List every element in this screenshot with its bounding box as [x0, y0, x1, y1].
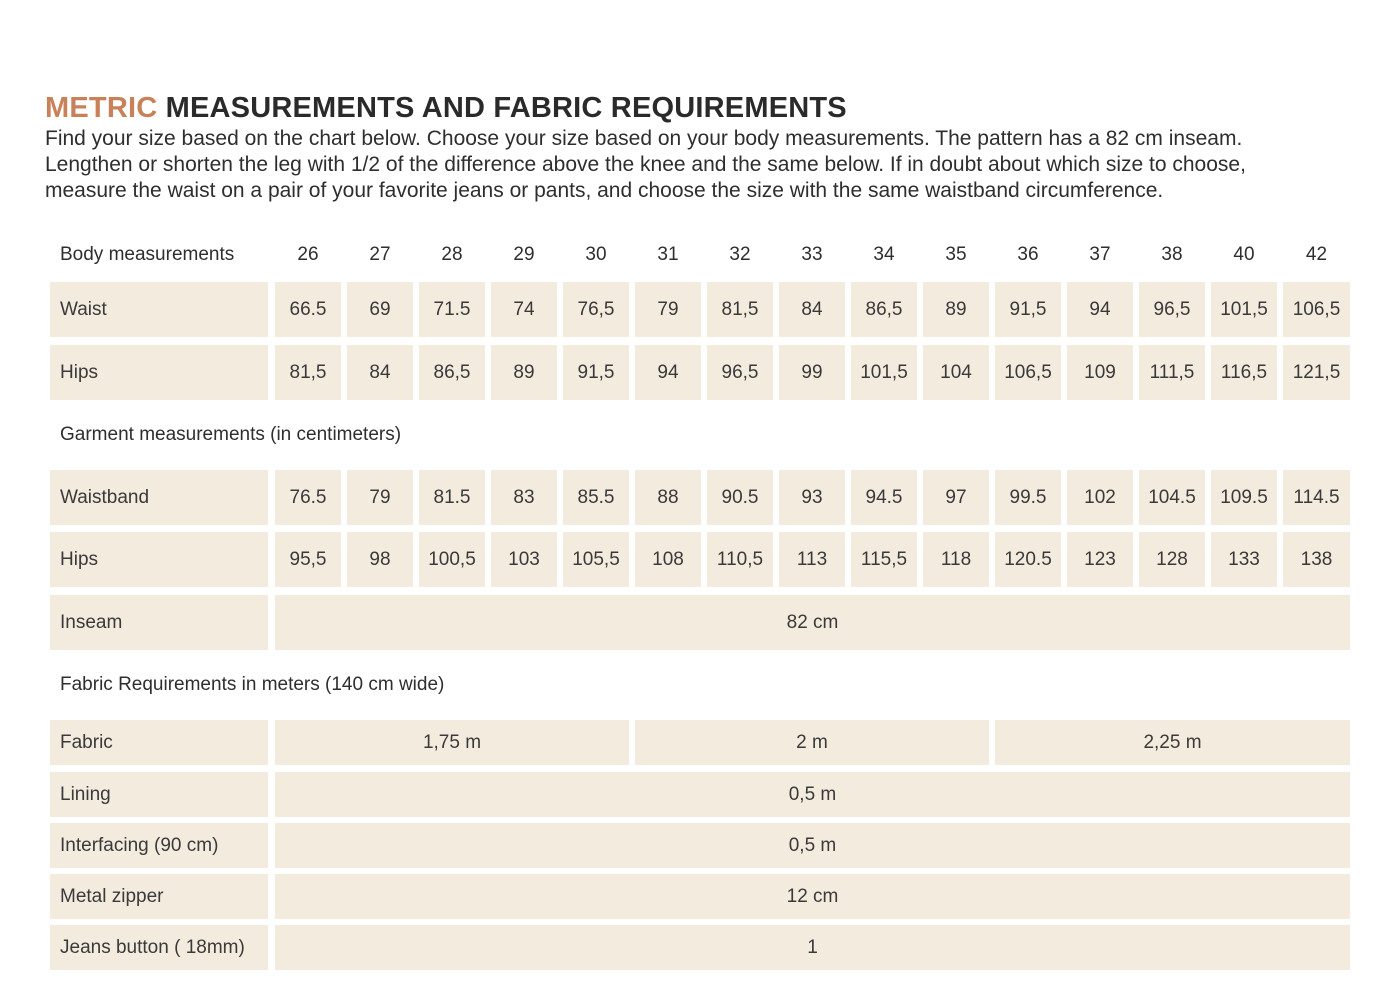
table-row [50, 282, 1350, 337]
value-cell: 102 [1067, 470, 1133, 525]
row-label: Hips [50, 345, 268, 400]
size-header: 42 [1305, 244, 1328, 265]
value-cell: 69 [347, 282, 413, 337]
table-row [50, 720, 1350, 765]
size-header: 28 [441, 244, 463, 265]
size-header: 40 [1233, 244, 1255, 265]
value-cell: 105,5 [563, 532, 629, 587]
notion-value: 0,5 m [275, 823, 1350, 868]
value-cell: 120.5 [995, 532, 1061, 587]
value-cell: 85.5 [563, 470, 629, 525]
table-row [50, 823, 1350, 868]
value-cell: 104 [923, 345, 989, 400]
fabric-section-label: Fabric Requirements in meters (140 cm wide) [60, 674, 445, 695]
notion-value: 0,5 m [275, 772, 1350, 817]
size-header: 36 [1017, 244, 1039, 265]
title-rest: MEASUREMENTS AND FABRIC REQUIREMENTS [165, 92, 847, 124]
value-cell: 99.5 [995, 470, 1061, 525]
page-title [45, 92, 847, 125]
size-header: 34 [873, 244, 895, 265]
value-cell: 103 [491, 532, 557, 587]
value-cell: 66.5 [275, 282, 341, 337]
fabric-value: 2 m [635, 720, 989, 765]
value-cell: 101,5 [851, 345, 917, 400]
value-cell: 90.5 [707, 470, 773, 525]
size-header: 26 [297, 244, 319, 265]
value-cell: 115,5 [851, 532, 917, 587]
body-measurements-header: Body measurements [60, 244, 235, 265]
size-header: 31 [657, 244, 679, 265]
value-cell: 84 [347, 345, 413, 400]
value-cell: 74 [491, 282, 557, 337]
size-header: 32 [729, 244, 751, 265]
intro-text [45, 126, 1365, 204]
value-cell: 106,5 [995, 345, 1061, 400]
value-cell: 91,5 [995, 282, 1061, 337]
value-cell: 109.5 [1211, 470, 1277, 525]
value-cell: 89 [923, 282, 989, 337]
value-cell: 110,5 [707, 532, 773, 587]
row-label: Waist [50, 282, 268, 337]
value-cell: 94 [635, 345, 701, 400]
value-cell: 94 [1067, 282, 1133, 337]
inseam-value: 82 cm [275, 595, 1350, 650]
row-label: Lining [50, 772, 268, 817]
value-cell: 114.5 [1283, 470, 1350, 525]
value-cell: 86,5 [851, 282, 917, 337]
size-header: 30 [585, 244, 607, 265]
value-cell: 106,5 [1283, 282, 1350, 337]
value-cell: 94.5 [851, 470, 917, 525]
value-cell: 79 [347, 470, 413, 525]
value-cell: 71.5 [419, 282, 485, 337]
value-cell: 89 [491, 345, 557, 400]
row-label: Hips [50, 532, 268, 587]
row-label: Fabric [50, 720, 268, 765]
size-header: 37 [1089, 244, 1111, 265]
table-row [50, 470, 1350, 525]
value-cell: 86,5 [419, 345, 485, 400]
value-cell: 79 [635, 282, 701, 337]
intro-line: Find your size based on the chart below. Choose your size based on your body measurements. The pattern has a 82 cm inseam. [45, 127, 1243, 150]
value-cell: 116,5 [1211, 345, 1277, 400]
size-header: 29 [513, 244, 535, 265]
size-header: 38 [1161, 244, 1183, 265]
fabric-value: 1,75 m [275, 720, 629, 765]
value-cell: 95,5 [275, 532, 341, 587]
value-cell: 88 [635, 470, 701, 525]
value-cell: 104.5 [1139, 470, 1205, 525]
size-header: 35 [945, 244, 967, 265]
value-cell: 91,5 [563, 345, 629, 400]
value-cell: 101,5 [1211, 282, 1277, 337]
value-cell: 98 [347, 532, 413, 587]
value-cell: 81,5 [707, 282, 773, 337]
value-cell: 138 [1283, 532, 1350, 587]
size-header: 27 [369, 244, 391, 265]
value-cell: 83 [491, 470, 557, 525]
table-row [50, 345, 1350, 400]
value-cell: 118 [923, 532, 989, 587]
row-label: Jeans button ( 18mm) [50, 925, 268, 970]
size-header: 33 [801, 244, 823, 265]
table-row [50, 874, 1350, 919]
value-cell: 121,5 [1283, 345, 1350, 400]
intro-line: Lengthen or shorten the leg with 1/2 of the difference above the knee and the same below. If in doubt about which size to choose, [45, 153, 1246, 176]
row-label: Interfacing (90 cm) [50, 823, 268, 868]
table-row [50, 925, 1350, 970]
value-cell: 96,5 [1139, 282, 1205, 337]
value-cell: 97 [923, 470, 989, 525]
table-row [50, 595, 1350, 650]
value-cell: 93 [779, 470, 845, 525]
value-cell: 133 [1211, 532, 1277, 587]
table-row [50, 532, 1350, 587]
value-cell: 111,5 [1139, 345, 1205, 400]
value-cell: 76.5 [275, 470, 341, 525]
value-cell: 128 [1139, 532, 1205, 587]
value-cell: 81.5 [419, 470, 485, 525]
value-cell: 81,5 [275, 345, 341, 400]
value-cell: 96,5 [707, 345, 773, 400]
value-cell: 113 [779, 532, 845, 587]
value-cell: 109 [1067, 345, 1133, 400]
value-cell: 100,5 [419, 532, 485, 587]
notion-value: 12 cm [275, 874, 1350, 919]
garment-section-label: Garment measurements (in centimeters) [60, 424, 402, 445]
fabric-value: 2,25 m [995, 720, 1350, 765]
size-header-row [50, 240, 1350, 270]
row-label: Inseam [50, 595, 268, 650]
row-label: Waistband [50, 470, 268, 525]
row-label: Metal zipper [50, 874, 268, 919]
intro-line: measure the waist on a pair of your favorite jeans or pants, and choose the size with the same waistband circumference. [45, 179, 1164, 202]
value-cell: 123 [1067, 532, 1133, 587]
value-cell: 108 [635, 532, 701, 587]
value-cell: 84 [779, 282, 845, 337]
table-row [50, 772, 1350, 817]
title-accent: METRIC [45, 92, 158, 124]
value-cell: 76,5 [563, 282, 629, 337]
notion-value: 1 [275, 925, 1350, 970]
value-cell: 99 [779, 345, 845, 400]
